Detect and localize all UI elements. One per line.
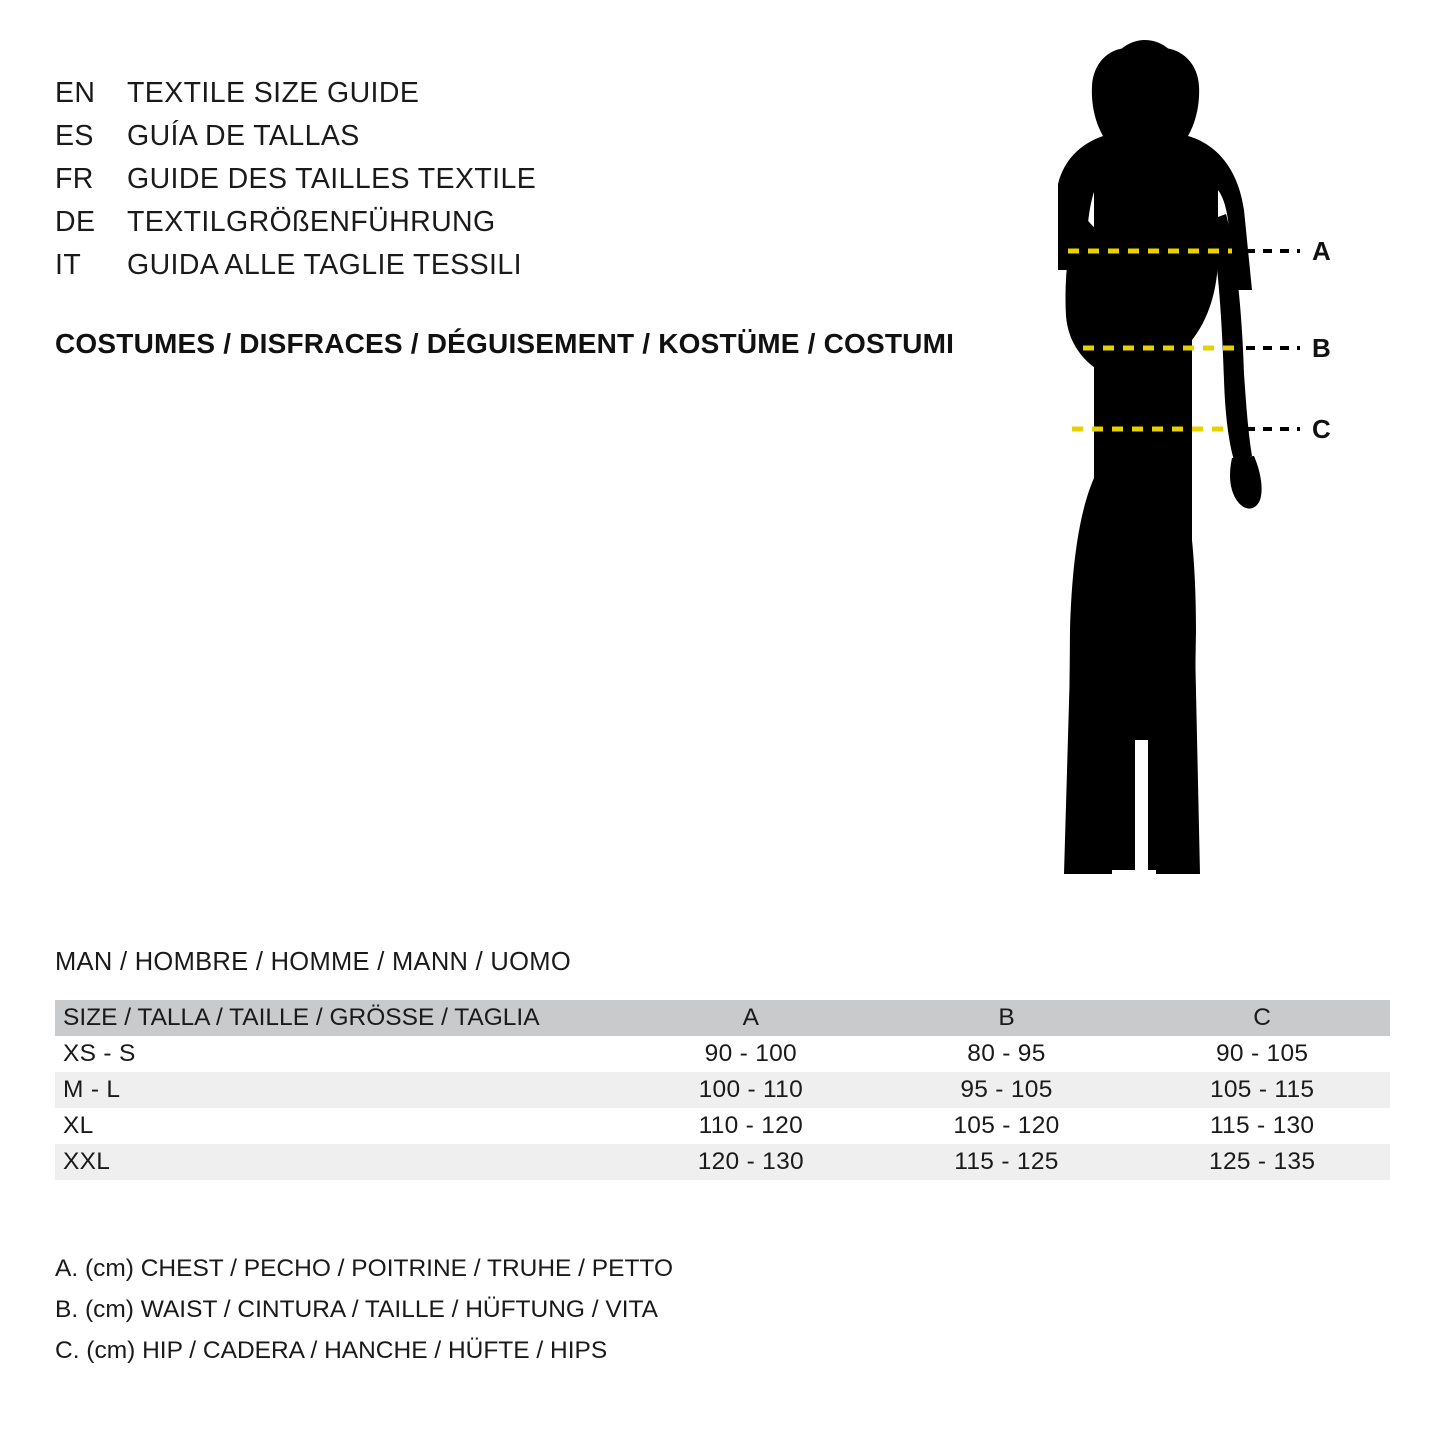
language-row-es xyxy=(55,115,675,158)
cell-b: 105 - 120 xyxy=(953,1112,1060,1139)
language-title: TEXTILE SIZE GUIDE xyxy=(127,77,420,109)
body-figure xyxy=(960,40,1380,910)
cell-size: XL xyxy=(63,1112,94,1139)
cell-size: M - L xyxy=(63,1076,121,1103)
column-header-size: SIZE / TALLA / TAILLE / GRÖSSE / TAGLIA xyxy=(63,1004,540,1031)
measure-label-a: A xyxy=(1312,236,1331,266)
legend-item-b: B. (cm) WAIST / CINTURA / TAILLE / HÜFTUNG / VITA xyxy=(55,1296,659,1323)
language-row-en xyxy=(55,72,675,115)
table-row xyxy=(55,1144,1390,1180)
cell-c: 90 - 105 xyxy=(1216,1040,1309,1067)
language-row-it xyxy=(55,244,675,287)
language-code: IT xyxy=(55,249,82,281)
table-row xyxy=(55,1072,1390,1108)
cell-a: 100 - 110 xyxy=(698,1076,804,1103)
cell-c: 105 - 115 xyxy=(1209,1076,1315,1103)
language-code: DE xyxy=(55,206,96,238)
size-table xyxy=(55,1000,1390,1180)
legend-item-c: C. (cm) HIP / CADERA / HANCHE / HÜFTE / HIPS xyxy=(55,1337,608,1364)
column-header-b: B xyxy=(998,1004,1015,1031)
cell-a: 90 - 100 xyxy=(704,1040,797,1067)
legend-item-a: A. (cm) CHEST / PECHO / POITRINE / TRUHE / PETTO xyxy=(55,1255,674,1282)
language-title: GUÍA DE TALLAS xyxy=(127,120,360,152)
language-code: EN xyxy=(55,77,96,109)
cell-b: 80 - 95 xyxy=(967,1040,1046,1067)
language-list xyxy=(55,72,675,287)
cell-a: 120 - 130 xyxy=(697,1148,804,1175)
cell-a: 110 - 120 xyxy=(698,1112,804,1139)
cell-c: 125 - 135 xyxy=(1209,1148,1316,1175)
language-title: GUIDA ALLE TAGLIE TESSILI xyxy=(127,249,522,281)
table-body xyxy=(55,1036,1390,1180)
language-title: TEXTILGRÖßENFÜHRUNG xyxy=(127,206,496,238)
table-row xyxy=(55,1036,1390,1072)
cell-c: 115 - 130 xyxy=(1209,1112,1315,1139)
cell-b: 115 - 125 xyxy=(954,1148,1059,1175)
language-row-fr xyxy=(55,158,675,201)
language-code: FR xyxy=(55,163,94,195)
table-row xyxy=(55,1108,1390,1144)
section-title: MAN / HOMBRE / HOMME / MANN / UOMO xyxy=(55,948,571,976)
column-header-a: A xyxy=(742,1004,759,1031)
table-header-row xyxy=(55,1000,1390,1036)
cell-b: 95 - 105 xyxy=(960,1076,1053,1103)
language-row-de xyxy=(55,201,675,244)
costumes-subtitle: COSTUMES / DISFRACES / DÉGUISEMENT / KOSTÜME / COSTUMI xyxy=(55,328,955,359)
cell-size: XS - S xyxy=(63,1040,136,1067)
language-code: ES xyxy=(55,120,94,152)
table-head xyxy=(55,1000,1390,1036)
size-table-wrapper xyxy=(55,1000,1390,1180)
column-header-c: C xyxy=(1253,1004,1271,1031)
silhouette-body-icon xyxy=(1062,40,1262,874)
measurement-legend xyxy=(55,1248,673,1371)
language-title: GUIDE DES TAILLES TEXTILE xyxy=(127,163,537,195)
measure-label-c: C xyxy=(1312,414,1331,444)
measure-label-b: B xyxy=(1312,333,1331,363)
cell-size: XXL xyxy=(63,1148,111,1175)
